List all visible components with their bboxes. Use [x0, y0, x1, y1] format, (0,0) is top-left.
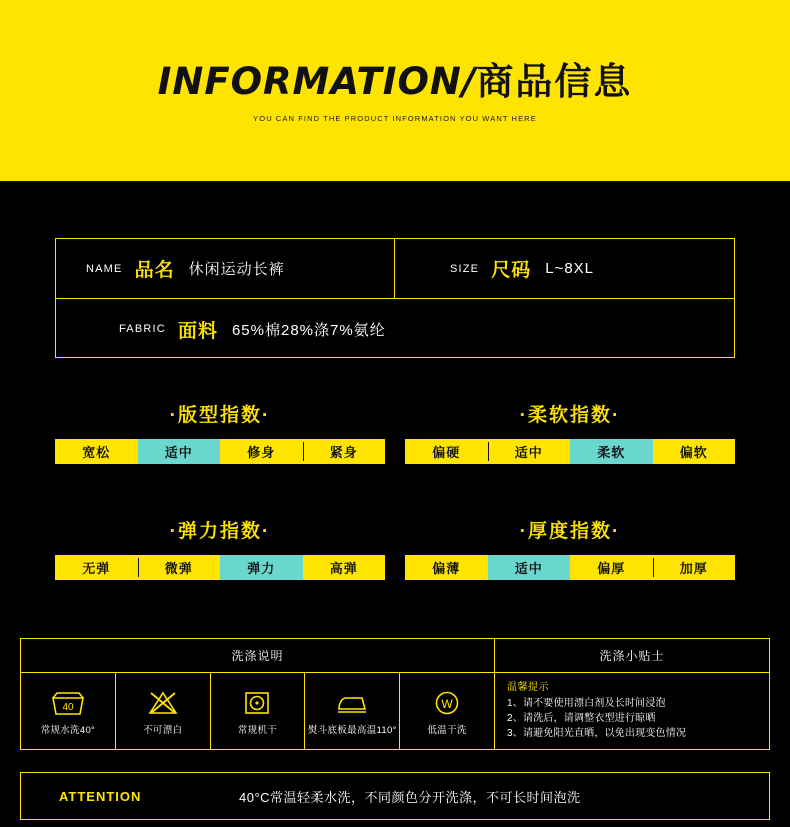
wash-icon-caption-iron: 熨斗底板最高温110° — [307, 724, 397, 736]
wash-icon-cell-tumble-dry — [211, 673, 306, 749]
index-option-softness-1[interactable]: 适中 — [488, 439, 571, 464]
index-block-thickness — [405, 516, 735, 580]
wash-icon-cell-no-bleach — [116, 673, 211, 749]
wash-tip-2: 2、请洗后，请调整衣型进行晾晒 — [507, 713, 656, 724]
wash-tips-header: 洗涤小贴士 — [495, 639, 769, 673]
index-option-softness-2[interactable]: 柔软 — [570, 439, 653, 464]
wash-tips-panel — [495, 639, 769, 749]
attention-text: 40°C常温轻柔水洗，不同颜色分开洗涤，不可长时间泡洗 — [239, 789, 581, 805]
dry-clean-w-icon — [433, 687, 461, 719]
fabric-value-spandex: 7%氨纶 — [330, 321, 386, 339]
wash-tips-title: 温馨提示 — [507, 682, 549, 693]
index-option-thickness-0[interactable]: 偏薄 — [432, 561, 461, 576]
iron-icon — [335, 687, 369, 719]
index-option-fit-1[interactable]: 适中 — [138, 439, 221, 464]
fabric-value-polyester: 28%涤 — [280, 321, 331, 339]
wash-care-section — [20, 638, 770, 750]
index-option-fit-0[interactable]: 宽松 — [82, 445, 111, 460]
info-row-name-size — [56, 239, 734, 299]
page-title-en: INFORMATION — [157, 60, 462, 103]
index-title-fit: ·版型指数· — [169, 405, 271, 426]
fabric-label-en: FABRIC — [119, 323, 166, 335]
product-info-table — [55, 238, 735, 358]
wash-icon-cell-machine-wash — [21, 673, 116, 749]
index-bar-thickness — [405, 555, 735, 580]
index-option-softness-3[interactable]: 偏软 — [679, 445, 708, 460]
size-label-cn: 尺码 — [491, 260, 532, 281]
wash-instructions-panel — [21, 639, 495, 749]
index-option-elasticity-1[interactable]: 微弹 — [138, 555, 221, 580]
header-banner — [0, 0, 790, 181]
fabric-value-cotton: 65%棉 — [231, 321, 281, 339]
index-bar-softness — [405, 439, 735, 464]
wash-icon-caption-dry-clean: 低温干洗 — [427, 724, 467, 736]
name-label-en: NAME — [86, 262, 123, 275]
svg-text:40: 40 — [62, 701, 74, 713]
info-row-fabric — [56, 299, 734, 359]
index-title-thickness: ·厚度指数· — [519, 521, 621, 542]
no-bleach-triangle-icon — [148, 687, 178, 719]
wash-tip-1: 1、请不要使用漂白剂及长时间浸泡 — [507, 698, 666, 709]
page-title — [0, 62, 790, 103]
index-option-elasticity-0[interactable]: 无弹 — [82, 561, 111, 576]
index-option-fit-3[interactable]: 紧身 — [303, 439, 386, 464]
name-label-cn: 品名 — [134, 260, 175, 281]
wash-icon-cell-iron — [305, 673, 400, 749]
wash-icon-caption-tumble-dry: 常规机干 — [237, 724, 278, 736]
index-option-thickness-2[interactable]: 偏厚 — [597, 561, 626, 576]
index-title-elasticity: ·弹力指数· — [169, 521, 271, 542]
svg-text:W: W — [441, 696, 453, 711]
attention-label: ATTENTION — [59, 788, 142, 804]
fabric-label-cn: 面料 — [177, 320, 218, 342]
index-option-fit-2[interactable]: 修身 — [247, 445, 276, 460]
index-title-softness: ·柔软指数· — [519, 405, 621, 426]
attention-bar — [20, 772, 770, 820]
page-subtitle: YOU CAN FIND THE PRODUCT INFORMATION YOU WANT HERE — [253, 113, 537, 123]
wash-tip-3: 3、请避免阳光直晒，以免出现变色情况 — [507, 728, 687, 739]
wash-tub-40-icon — [51, 687, 85, 719]
header-banner-content — [0, 62, 790, 123]
info-cell-size — [395, 239, 734, 298]
wash-icon-caption-machine-wash: 常规水洗40° — [40, 724, 96, 736]
index-block-elasticity — [55, 516, 385, 580]
index-block-softness — [405, 400, 735, 464]
index-block-fit — [55, 400, 385, 464]
size-label-en: SIZE — [449, 262, 480, 275]
index-bar-fit — [55, 439, 385, 464]
info-cell-name — [56, 239, 395, 298]
wash-icon-caption-no-bleach: 不可漂白 — [143, 724, 183, 736]
page-title-cn: 商品信息 — [476, 60, 633, 103]
wash-icon-row — [21, 673, 494, 749]
wash-tips-body — [495, 673, 769, 749]
index-option-elasticity-2[interactable]: 弹力 — [220, 555, 303, 580]
wash-icon-cell-dry-clean — [400, 673, 494, 749]
index-option-softness-0[interactable]: 偏硬 — [432, 445, 461, 460]
wash-instructions-header: 洗涤说明 — [21, 639, 494, 673]
name-value: 休闲运动长裤 — [188, 261, 285, 278]
index-bar-elasticity — [55, 555, 385, 580]
index-option-thickness-1[interactable]: 适中 — [488, 555, 571, 580]
info-cell-fabric — [56, 299, 734, 359]
tumble-dry-icon — [243, 687, 271, 719]
index-option-thickness-3[interactable]: 加厚 — [653, 555, 736, 580]
page-title-separator: / — [461, 60, 477, 103]
index-option-elasticity-3[interactable]: 高弹 — [329, 561, 358, 576]
size-value: L~8XL — [545, 260, 595, 277]
